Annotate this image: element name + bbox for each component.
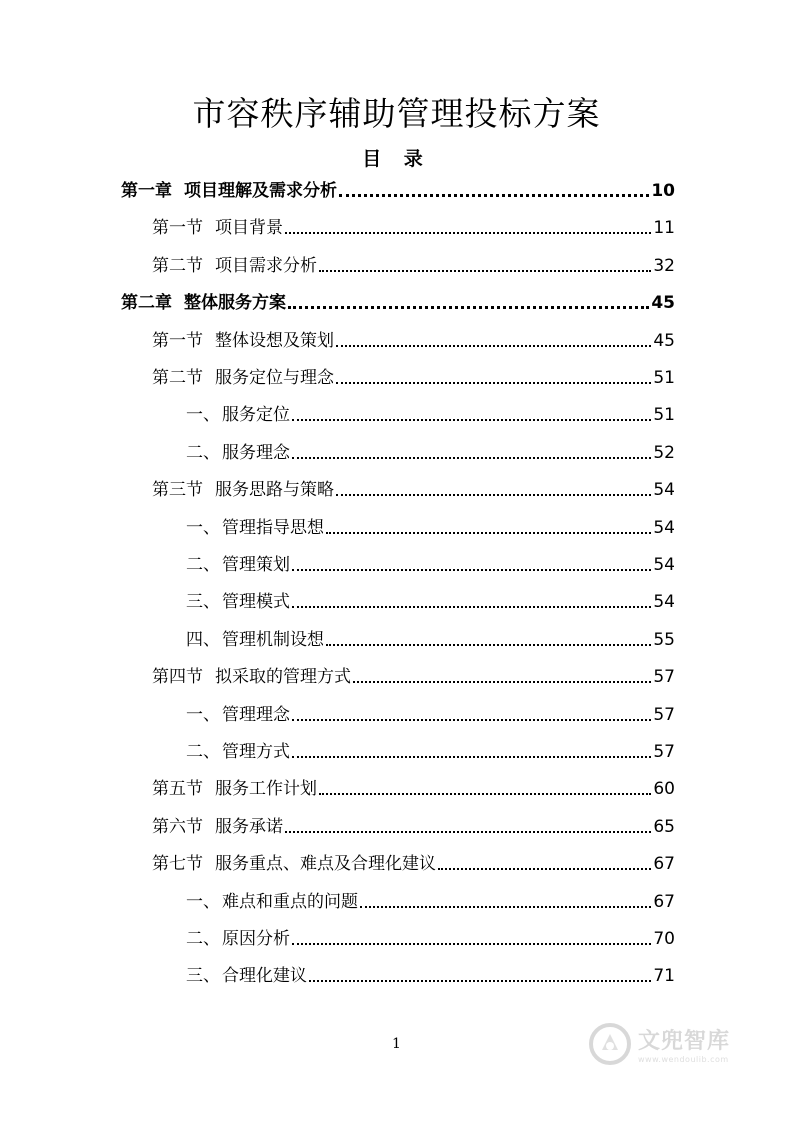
toc-entry[interactable] (152, 213, 675, 239)
toc-entry-label (152, 326, 334, 351)
page-number: 1 (392, 1036, 401, 1052)
toc-entry-title: 原因分析 (222, 929, 290, 949)
toc-entry-label (186, 961, 307, 986)
toc-entry-title: 服务定位与理念 (215, 368, 334, 388)
toc-entry[interactable] (186, 400, 675, 426)
toc-entry[interactable] (121, 176, 675, 202)
toc-entry[interactable] (186, 587, 675, 613)
toc-entry-label (152, 475, 334, 500)
toc-leader-dots (292, 719, 651, 721)
toc-entry-page: 57 (653, 742, 675, 762)
toc-entry[interactable] (152, 849, 675, 875)
toc-entry-number: 第五节 (152, 779, 203, 800)
toc-leader-dots (336, 494, 651, 496)
toc-entry[interactable] (186, 924, 675, 950)
toc-entry-number: 四、 (186, 629, 220, 650)
toc-entry-label (152, 812, 283, 837)
toc-entry-page: 71 (653, 966, 675, 987)
toc-entry-label (121, 176, 337, 201)
toc-entry[interactable] (152, 251, 675, 277)
toc-entry-title: 管理方式 (222, 742, 290, 762)
toc-entry[interactable] (186, 550, 675, 576)
toc-entry[interactable] (152, 812, 675, 838)
toc-entry-page: 67 (653, 891, 675, 912)
toc-entry[interactable] (121, 288, 675, 314)
toc-entry-number: 第二章 (121, 293, 172, 314)
watermark-url: www.wendoulib.com (638, 1055, 729, 1064)
toc-entry-number: 第六节 (152, 816, 203, 837)
toc-leader-dots (339, 194, 649, 197)
toc-entry-title: 合理化建议 (222, 966, 307, 987)
toc-leader-dots (319, 270, 651, 272)
toc-entry-label (186, 924, 290, 949)
toc-entry[interactable] (152, 774, 675, 800)
watermark (588, 1022, 730, 1066)
toc-entry-number: 三、 (186, 966, 220, 987)
toc-leader-dots (285, 831, 651, 833)
toc-leader-dots (292, 943, 651, 945)
toc-entry-label (186, 625, 324, 650)
toc-entry-number: 第二节 (152, 255, 203, 276)
toc-heading: 目 录 (362, 148, 431, 170)
toc-leader-dots (292, 419, 651, 421)
document-title: 市容秩序辅助管理投标方案 (192, 94, 601, 133)
toc-entry-page: 54 (653, 592, 675, 613)
toc-entry-label (186, 550, 290, 575)
toc-entry-page: 60 (653, 779, 675, 800)
toc-entry-page: 70 (653, 929, 675, 949)
toc-entry-label (121, 288, 286, 313)
toc-entry-number: 一、 (186, 517, 220, 538)
toc-entry-label (152, 662, 351, 687)
toc-entry-number: 第三节 (152, 480, 203, 501)
toc-entry-page: 51 (653, 405, 675, 426)
toc-entry-number: 第一节 (152, 330, 203, 351)
toc-entry-label (186, 887, 358, 912)
toc-entry-page: 45 (653, 330, 675, 351)
toc-entry-number: 二、 (186, 742, 220, 762)
toc-entry[interactable] (152, 363, 675, 389)
toc-leader-dots (336, 382, 651, 384)
toc-entry[interactable] (186, 700, 675, 726)
watermark-text: 文兜智库 (638, 1029, 731, 1054)
toc-entry-page: 55 (653, 629, 675, 650)
toc-entry-number: 第二节 (152, 368, 203, 388)
toc-entry-title: 难点和重点的问题 (222, 891, 358, 912)
toc-entry-page: 45 (651, 293, 675, 314)
toc-entry-page: 54 (653, 480, 675, 501)
toc-entry-title: 整体设想及策划 (215, 330, 334, 351)
toc-entry-page: 54 (653, 517, 675, 538)
toc-entry-page: 11 (653, 218, 675, 239)
toc-entry-title: 服务定位 (222, 405, 290, 426)
toc-leader-dots (292, 457, 651, 459)
toc-entry-title: 项目理解及需求分析 (184, 181, 337, 201)
toc-leader-dots (292, 569, 651, 571)
toc-leader-dots (360, 906, 651, 908)
toc-leader-dots (288, 306, 649, 309)
toc-entry-label (152, 251, 317, 276)
toc-entry-page: 67 (653, 854, 675, 875)
toc-entry-title: 项目需求分析 (215, 255, 317, 276)
toc-entry-number: 一、 (186, 891, 220, 912)
toc-leader-dots (326, 532, 651, 534)
toc-entry-title: 服务承诺 (215, 816, 283, 837)
toc-entry-title: 拟采取的管理方式 (215, 667, 351, 688)
toc-entry-title: 管理理念 (222, 704, 290, 725)
toc-leader-dots (292, 606, 651, 608)
toc-entry[interactable] (186, 625, 675, 651)
toc-entry-number: 第七节 (152, 854, 203, 875)
toc-entry-number: 第四节 (152, 667, 203, 688)
toc-entry-page: 57 (653, 704, 675, 725)
toc-entry[interactable] (152, 662, 675, 688)
toc-leader-dots (292, 756, 651, 758)
toc-entry-title: 服务重点、难点及合理化建议 (215, 854, 436, 875)
toc-leader-dots (309, 980, 651, 982)
toc-entry-number: 一、 (186, 405, 220, 426)
toc-entry-title: 服务思路与策略 (215, 480, 334, 501)
toc-entry[interactable] (186, 737, 675, 763)
toc-entry-page: 54 (653, 555, 675, 575)
toc-entry-page: 52 (653, 442, 675, 463)
toc-entry-title: 管理模式 (222, 592, 290, 613)
toc-leader-dots (353, 681, 651, 683)
watermark-logo-icon (588, 1022, 632, 1066)
toc-entry-title: 管理机制设想 (222, 629, 324, 650)
toc-entry-number: 一、 (186, 704, 220, 725)
toc-entry-page: 57 (653, 667, 675, 688)
toc-entry-number: 二、 (186, 442, 220, 463)
toc-entry-label (186, 587, 290, 612)
toc-leader-dots (438, 868, 651, 870)
toc-entry-title: 服务理念 (222, 442, 290, 463)
toc-entry-label (186, 737, 290, 762)
toc-entry-number: 第一节 (152, 218, 203, 239)
toc-leader-dots (336, 345, 651, 347)
toc-entry[interactable] (152, 475, 675, 501)
toc-entry-label (152, 363, 334, 388)
toc-entry[interactable] (186, 961, 675, 987)
toc-entry-label (186, 700, 290, 725)
toc-entry[interactable] (152, 326, 675, 352)
toc-leader-dots (285, 232, 651, 234)
toc-entry[interactable] (186, 887, 675, 913)
toc-entry-label (186, 513, 324, 538)
toc-entry-page: 51 (653, 368, 675, 388)
toc-entry[interactable] (186, 438, 675, 464)
toc-entry-page: 65 (653, 816, 675, 837)
toc-entry-label (152, 213, 283, 238)
toc-entry-number: 二、 (186, 929, 220, 949)
toc-entry-number: 二、 (186, 555, 220, 575)
toc-entry-title: 管理指导思想 (222, 517, 324, 538)
toc-entry-label (152, 849, 436, 874)
toc-leader-dots (319, 793, 651, 795)
toc-leader-dots (326, 644, 651, 646)
toc-entry-number: 第一章 (121, 181, 172, 201)
toc-entry-label (186, 400, 290, 425)
toc-entry-title: 管理策划 (222, 555, 290, 575)
toc-entry-title: 项目背景 (215, 218, 283, 239)
toc-entry-page: 10 (651, 181, 675, 201)
toc-entry-page: 32 (653, 255, 675, 276)
toc-entry-number: 三、 (186, 592, 220, 613)
toc-entry-title: 整体服务方案 (184, 293, 286, 314)
toc-entry-label (152, 774, 317, 799)
toc-entry[interactable] (186, 513, 675, 539)
toc-entry-title: 服务工作计划 (215, 779, 317, 800)
toc-entry-label (186, 438, 290, 463)
